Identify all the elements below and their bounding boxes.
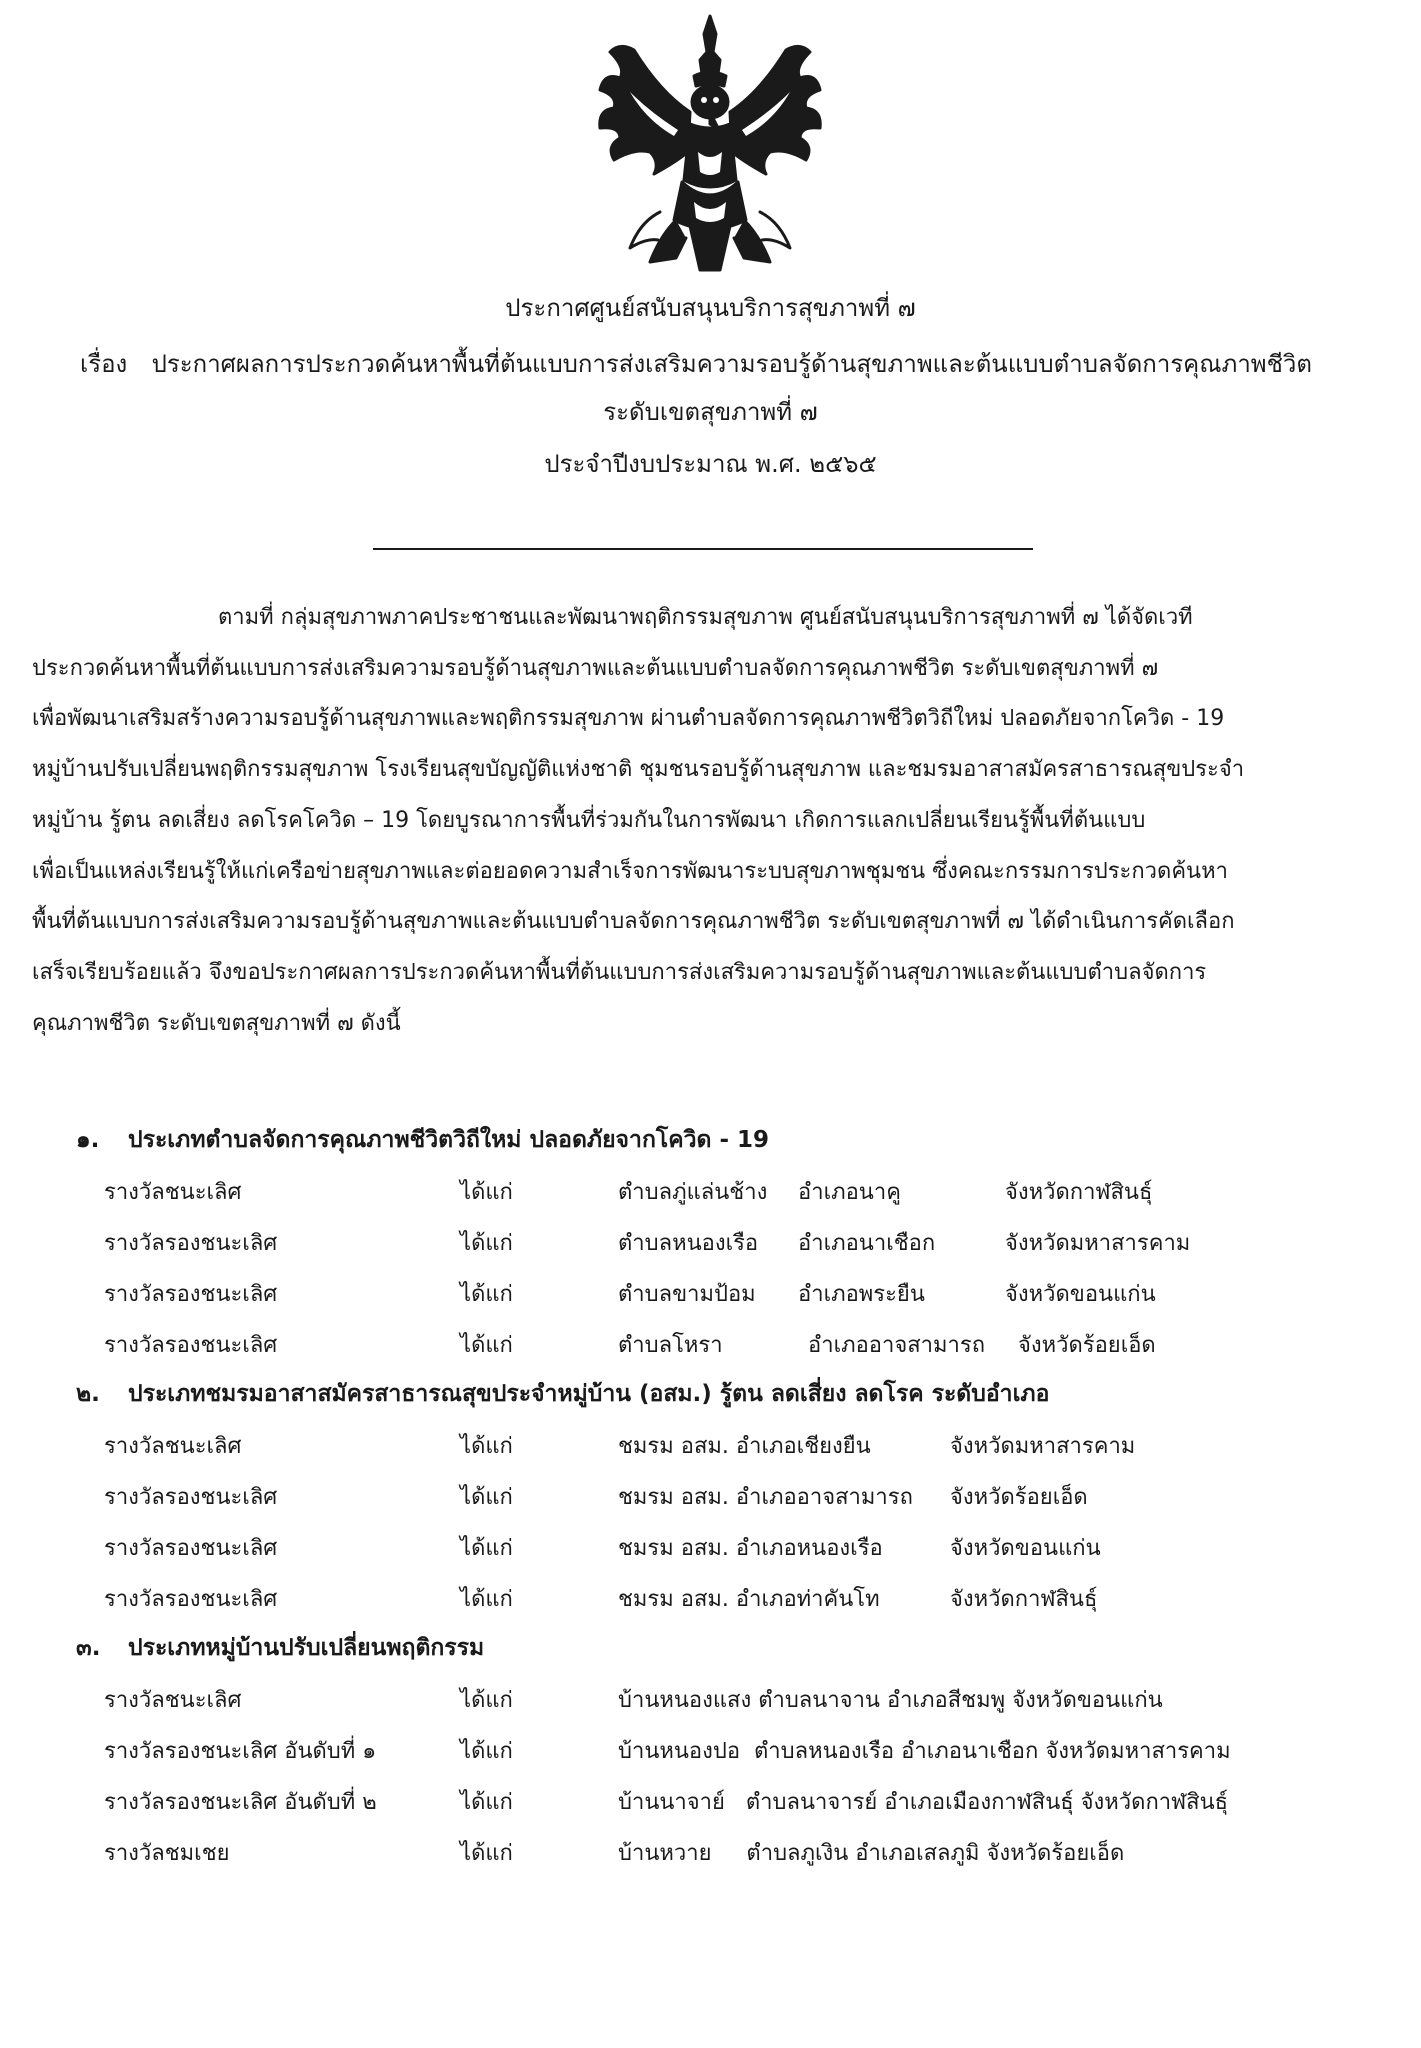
award-row	[0, 1835, 1421, 1875]
award-place: บ้านหนองปอ ตำบลหนองเรือ อำเภอนาเชือก จังหวัดมหาสารคาม	[618, 1739, 1231, 1764]
award-got: ได้แก่	[460, 1333, 513, 1358]
award-got: ได้แก่	[460, 1485, 513, 1510]
garuda-emblem-icon	[590, 12, 830, 274]
award-place: ตำบลโหรา	[618, 1333, 723, 1358]
subject-text: ประกาศผลการประกวดค้นหาพื้นที่ต้นแบบการส่งเสริมความรอบรู้ด้านสุขภาพและต้นแบบตำบลจัดการคุณภาพชีวิต	[151, 350, 1312, 378]
body-line: ประกวดค้นหาพื้นที่ต้นแบบการส่งเสริมความรอบรู้ด้านสุขภาพและต้นแบบตำบลจัดการคุณภาพชีวิต ระดับเขตสุขภาพที่ ๗	[32, 655, 1159, 681]
section-number: ๓.	[76, 1635, 101, 1661]
award-province: จังหวัดขอนแก่น	[1005, 1282, 1156, 1307]
section-3-title	[76, 1630, 484, 1666]
award-row	[0, 1327, 1421, 1367]
header-line-4: ประจำปีงบประมาณ พ.ศ. ๒๕๖๕	[544, 450, 877, 478]
award-name: รางวัลรองชนะเลิศ	[104, 1587, 278, 1612]
award-name: รางวัลชนะเลิศ	[104, 1688, 242, 1713]
header-line-1: ประกาศศูนย์สนับสนุนบริการสุขภาพที่ ๗	[505, 294, 916, 322]
award-got: ได้แก่	[460, 1790, 513, 1815]
section-number: ๑.	[76, 1127, 100, 1153]
award-got: ได้แก่	[460, 1587, 513, 1612]
award-name: รางวัลรองชนะเลิศ	[104, 1282, 278, 1307]
award-place: ตำบลภู่แล่นช้าง	[618, 1180, 768, 1205]
award-place: ตำบลขามป้อม	[618, 1282, 756, 1307]
announcement-header-lower	[0, 386, 1421, 490]
section-number: ๒.	[76, 1381, 100, 1407]
award-name: รางวัลรองชนะเลิศ	[104, 1231, 278, 1256]
body-line: เสร็จเรียบร้อยแล้ว จึงขอประกาศผลการประกวดค้นหาพื้นที่ต้นแบบการส่งเสริมความรอบรู้ด้านสุขภาพและต้นแบบตำบลจัดการ	[32, 959, 1207, 985]
award-row	[0, 1479, 1421, 1519]
award-got: ได้แก่	[460, 1841, 513, 1866]
award-place: ชมรม อสม. อำเภอท่าคันโท	[618, 1587, 880, 1612]
award-place: ชมรม อสม. อำเภออาจสามารถ	[618, 1485, 913, 1510]
section-1-title	[76, 1122, 769, 1158]
award-province: จังหวัดกาฬสินธุ์	[1005, 1180, 1153, 1205]
award-district: อำเภอพระยืน	[798, 1282, 925, 1307]
award-place: บ้านนาจาย์ ตำบลนาจารย์ อำเภอเมืองกาฬสินธุ์ จังหวัดกาฬสินธุ์	[618, 1790, 1229, 1815]
award-place: บ้านหวาย ตำบลภูเงิน อำเภอเสลภูมิ จังหวัดร้อยเอ็ด	[618, 1841, 1125, 1866]
award-row	[0, 1174, 1421, 1214]
award-row	[0, 1276, 1421, 1316]
award-district: อำเภอนาคู	[798, 1180, 901, 1205]
award-row	[0, 1682, 1421, 1722]
body-line: พื้นที่ต้นแบบการส่งเสริมความรอบรู้ด้านสุขภาพและต้นแบบตำบลจัดการคุณภาพชีวิต ระดับเขตสุขภาพที่ ๗ ได้ดำเนินการคัดเลือก	[32, 909, 1235, 935]
award-name: รางวัลรองชนะเลิศ อันดับที่ ๑	[104, 1739, 377, 1764]
award-got: ได้แก่	[460, 1282, 513, 1307]
award-province: จังหวัดมหาสารคาม	[950, 1434, 1136, 1459]
award-place: ตำบลหนองเรือ	[618, 1231, 759, 1256]
body-line: หมู่บ้าน รู้ตน ลดเสี่ยง ลดโรคโควิด – 19 โดยบูรณาการพื้นที่ร่วมกันในการพัฒนา เกิดการแลกเปลี่ยนเรียนรู้พื้นที่ต้นแบบ	[32, 807, 1146, 833]
header-divider	[373, 548, 1033, 550]
header-line-3: ระดับเขตสุขภาพที่ ๗	[603, 398, 818, 426]
subject-label: เรื่อง	[80, 350, 128, 378]
award-name: รางวัลชมเชย	[104, 1841, 230, 1866]
section-2-title	[76, 1376, 1049, 1412]
body-line: เพื่อเป็นแหล่งเรียนรู้ให้แก่เครือข่ายสุขภาพและต่อยอดความสำเร็จการพัฒนาระบบสุขภาพชุมชน ซึ่งคณะกรรมการประกวดค้นหา	[32, 858, 1228, 884]
award-got: ได้แก่	[460, 1739, 513, 1764]
award-got: ได้แก่	[460, 1536, 513, 1561]
award-row	[0, 1581, 1421, 1621]
award-district: อำเภออาจสามารถ	[808, 1333, 986, 1358]
award-row	[0, 1530, 1421, 1570]
subject-line	[80, 338, 1312, 390]
award-name: รางวัลชนะเลิศ	[104, 1180, 242, 1205]
body-line: เพื่อพัฒนาเสริมสร้างความรอบรู้ด้านสุขภาพและพฤติกรรมสุขภาพ ผ่านตำบลจัดการคุณภาพชีวิตวิถีใหม่ ปลอดภัยจากโควิด - 19	[32, 706, 1225, 732]
award-name: รางวัลรองชนะเลิศ อันดับที่ ๒	[104, 1790, 377, 1815]
award-row	[0, 1428, 1421, 1468]
award-province: จังหวัดร้อยเอ็ด	[950, 1485, 1088, 1510]
award-province: จังหวัดขอนแก่น	[950, 1536, 1101, 1561]
announcement-body	[32, 593, 1412, 1049]
award-name: รางวัลรองชนะเลิศ	[104, 1333, 278, 1358]
award-province: จังหวัดมหาสารคาม	[1005, 1231, 1191, 1256]
section-title-text: ประเภทชมรมอาสาสมัครสาธารณสุขประจำหมู่บ้าน (อสม.) รู้ตน ลดเสี่ยง ลดโรค ระดับอำเภอ	[128, 1381, 1050, 1407]
award-place: บ้านหนองแสง ตำบลนาจาน อำเภอสีชมพู จังหวัดขอนแก่น	[618, 1688, 1163, 1713]
award-province: จังหวัดกาฬสินธุ์	[950, 1587, 1098, 1612]
announcement-header	[0, 282, 1421, 334]
award-district: อำเภอนาเชือก	[798, 1231, 936, 1256]
body-line: หมู่บ้านปรับเปลี่ยนพฤติกรรมสุขภาพ โรงเรียนสุขบัญญัติแห่งชาติ ชุมชนรอบรู้ด้านสุขภาพ และชมรมอาสาสมัครสาธารณสุขประจำ	[32, 757, 1245, 783]
award-name: รางวัลรองชนะเลิศ	[104, 1536, 278, 1561]
award-got: ได้แก่	[460, 1434, 513, 1459]
award-got: ได้แก่	[460, 1180, 513, 1205]
award-got: ได้แก่	[460, 1688, 513, 1713]
section-title-text: ประเภทหมู่บ้านปรับเปลี่ยนพฤติกรรม	[128, 1635, 485, 1661]
award-place: ชมรม อสม. อำเภอหนองเรือ	[618, 1536, 883, 1561]
award-row	[0, 1733, 1421, 1773]
award-row	[0, 1784, 1421, 1824]
award-place: ชมรม อสม. อำเภอเชียงยืน	[618, 1434, 871, 1459]
body-line: ตามที่ กลุ่มสุขภาพภาคประชาชนและพัฒนาพฤติกรรมสุขภาพ ศูนย์สนับสนุนบริการสุขภาพที่ ๗ ได้จัดเวที	[218, 605, 1193, 630]
award-province: จังหวัดร้อยเอ็ด	[1018, 1333, 1156, 1358]
section-title-text: ประเภทตำบลจัดการคุณภาพชีวิตวิถีใหม่ ปลอดภัยจากโควิด - 19	[128, 1127, 770, 1153]
award-name: รางวัลรองชนะเลิศ	[104, 1485, 278, 1510]
award-row	[0, 1225, 1421, 1265]
award-name: รางวัลชนะเลิศ	[104, 1434, 242, 1459]
body-line: คุณภาพชีวิต ระดับเขตสุขภาพที่ ๗ ดังนี้	[32, 1010, 401, 1036]
award-got: ได้แก่	[460, 1231, 513, 1256]
